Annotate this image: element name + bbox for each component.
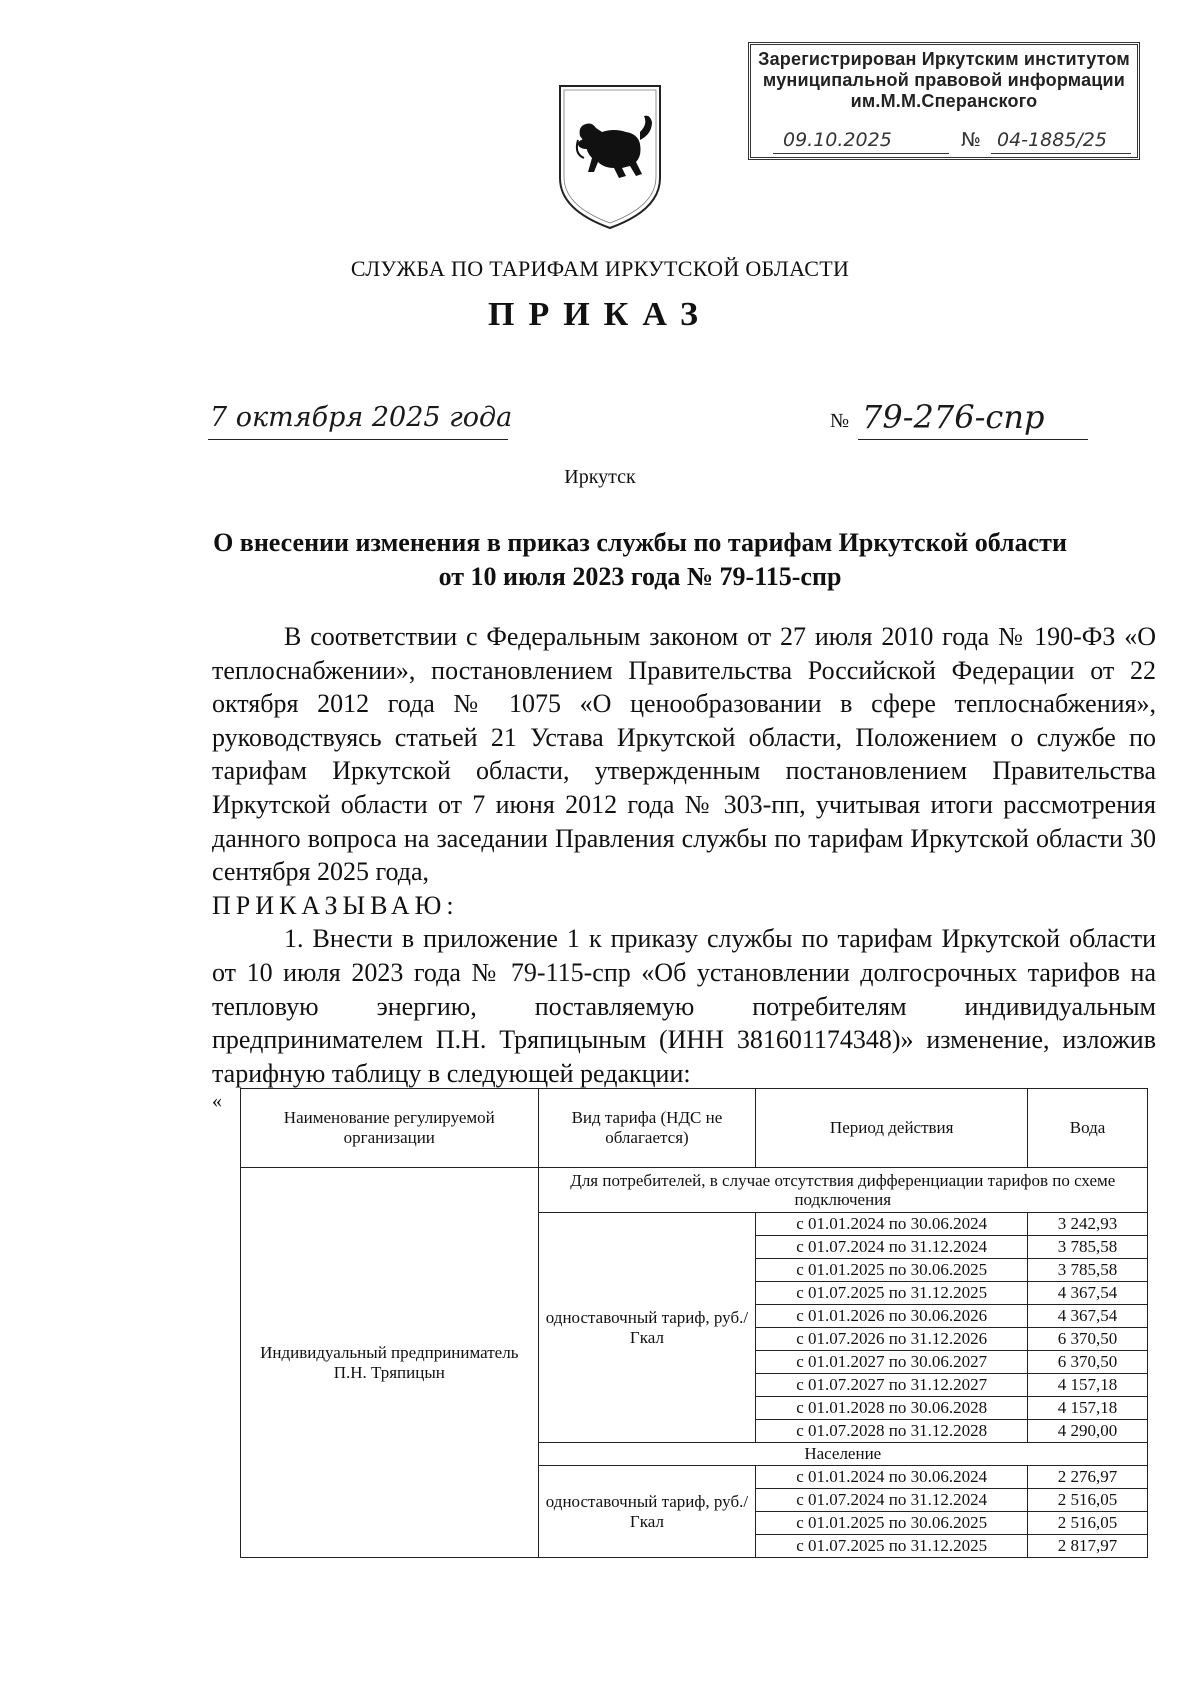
- tariff-table: [240, 1088, 1148, 1558]
- table-header-cell: Наименование регулируемой организации: [241, 1089, 539, 1168]
- stamp-number-label: №: [961, 129, 981, 151]
- period-cell: с 01.07.2028 по 31.12.2028: [756, 1420, 1028, 1443]
- group-label-cell: Для потребителей, в случае отсутствия дифференциации тарифов по схеме подключения: [538, 1168, 1147, 1213]
- preamble-paragraph: В соответствии с Федеральным законом от 27 июля 2010 года № 190-ФЗ «О теплоснабжении», постановлением Правительства Российской Федерации от 22 октября 2012 года № 1075 «О ценообразовании в сфере теплоснабжения», руководствуясь статьей 21 Устава Иркутской области, Положением о службе по тарифам Иркутской области, утвержденным постановлением Правительства Иркутской области от 7 июня 2012 года № 303-пп, учитывая итоги рассмотрения данного вопроса на заседании Правления службы по тарифам Иркутской области 30 сентября 2025 года,: [212, 622, 1156, 887]
- handwritten-date: 7 октября 2025 года: [210, 402, 513, 433]
- tariff-value-cell: 3 785,58: [1028, 1236, 1148, 1259]
- table-header-cell: Вид тарифа (НДС не облагается): [538, 1089, 756, 1168]
- stamp-registration-number: 04-1885/25: [997, 129, 1107, 151]
- item-1-paragraph: 1. Внести в приложение 1 к приказу службы по тарифам Иркутской области от 10 июля 2023 года № 79-115-спр «Об установлении долгосрочных тарифов на тепловую энергию, поставляемую потребителям индивидуальным предпринимателем П.Н. Тряпицыным (ИНН 381601174348)» изменение, изложив тарифную таблицу в следующей редакции:: [212, 924, 1156, 1088]
- tariff-value-cell: 6 370,50: [1028, 1328, 1148, 1351]
- stamp-line-1: Зарегистрирован Иркутским институтом: [758, 49, 1130, 69]
- number-underline: [858, 439, 1088, 440]
- organization-name: СЛУЖБА ПО ТАРИФАМ ИРКУТСКОЙ ОБЛАСТИ: [350, 256, 850, 281]
- tariff-value-cell: 4 367,54: [1028, 1305, 1148, 1328]
- tariff-value-cell: 6 370,50: [1028, 1351, 1148, 1374]
- registration-stamp: [748, 42, 1140, 160]
- tariff-type-cell: одноставочный тариф, руб./Гкал: [538, 1213, 756, 1443]
- period-cell: с 01.07.2027 по 31.12.2027: [756, 1374, 1028, 1397]
- period-cell: с 01.01.2026 по 30.06.2026: [756, 1305, 1028, 1328]
- tariff-value-cell: 4 290,00: [1028, 1420, 1148, 1443]
- tariff-value-cell: 3 785,58: [1028, 1259, 1148, 1282]
- period-cell: с 01.01.2025 по 30.06.2025: [756, 1259, 1028, 1282]
- stamp-number-underline: [991, 153, 1131, 154]
- tariff-type-cell: одноставочный тариф, руб./Гкал: [538, 1466, 756, 1558]
- stamp-date-underline: [773, 153, 949, 154]
- tariff-value-cell: 4 157,18: [1028, 1397, 1148, 1420]
- subject-line-2: от 10 июля 2023 года № 79-115-спр: [438, 562, 842, 591]
- period-cell: с 01.07.2026 по 31.12.2026: [756, 1328, 1028, 1351]
- tariff-value-cell: 4 157,18: [1028, 1374, 1148, 1397]
- tariff-value-cell: 2 516,05: [1028, 1512, 1148, 1535]
- number-label: №: [830, 410, 850, 432]
- table-header-cell: Вода: [1028, 1089, 1148, 1168]
- period-cell: с 01.07.2024 по 31.12.2024: [756, 1489, 1028, 1512]
- period-cell: с 01.01.2028 по 30.06.2028: [756, 1397, 1028, 1420]
- order-subject: [100, 526, 1180, 594]
- period-cell: с 01.01.2027 по 30.06.2027: [756, 1351, 1028, 1374]
- subject-line-1: О внесении изменения в приказ службы по тарифам Иркутской области: [213, 528, 1067, 557]
- period-cell: с 01.07.2025 по 31.12.2025: [756, 1535, 1028, 1558]
- tariff-value-cell: 3 242,93: [1028, 1213, 1148, 1236]
- period-cell: с 01.01.2024 по 30.06.2024: [756, 1466, 1028, 1489]
- tariff-value-cell: 4 367,54: [1028, 1282, 1148, 1305]
- table-header-row: [241, 1089, 1148, 1168]
- group-label-cell: Население: [538, 1443, 1147, 1466]
- open-quote-mark: «: [212, 1090, 222, 1112]
- table-header-cell: Период действия: [756, 1089, 1028, 1168]
- stamp-registration-date: 09.10.2025: [783, 129, 892, 151]
- period-cell: с 01.01.2024 по 30.06.2024: [756, 1213, 1028, 1236]
- handwritten-order-number: 79-276-спр: [862, 398, 1045, 436]
- stamp-registration-row: [765, 129, 1125, 155]
- period-cell: с 01.01.2025 по 30.06.2025: [756, 1512, 1028, 1535]
- stamp-line-2: муниципальной правовой информации: [762, 70, 1126, 90]
- organization-cell: Индивидуальный предприниматель П.Н. Тряпицын: [241, 1168, 539, 1558]
- order-body: [212, 620, 1156, 1090]
- tariff-value-cell: 2 516,05: [1028, 1489, 1148, 1512]
- period-cell: с 01.07.2025 по 31.12.2025: [756, 1282, 1028, 1305]
- city: Иркутск: [564, 466, 636, 488]
- coat-of-arms-emblem: [556, 82, 664, 232]
- tariff-value-cell: 2 276,97: [1028, 1466, 1148, 1489]
- period-cell: с 01.07.2024 по 31.12.2024: [756, 1236, 1028, 1259]
- table-group-row: [241, 1168, 1148, 1213]
- date-underline: [208, 439, 508, 440]
- stamp-line-3: им.М.М.Сперанского: [850, 91, 1038, 111]
- document-type-title: ПРИКАЗ: [488, 296, 712, 333]
- order-word: ПРИКАЗЫВАЮ:: [212, 890, 459, 920]
- tariff-value-cell: 2 817,97: [1028, 1535, 1148, 1558]
